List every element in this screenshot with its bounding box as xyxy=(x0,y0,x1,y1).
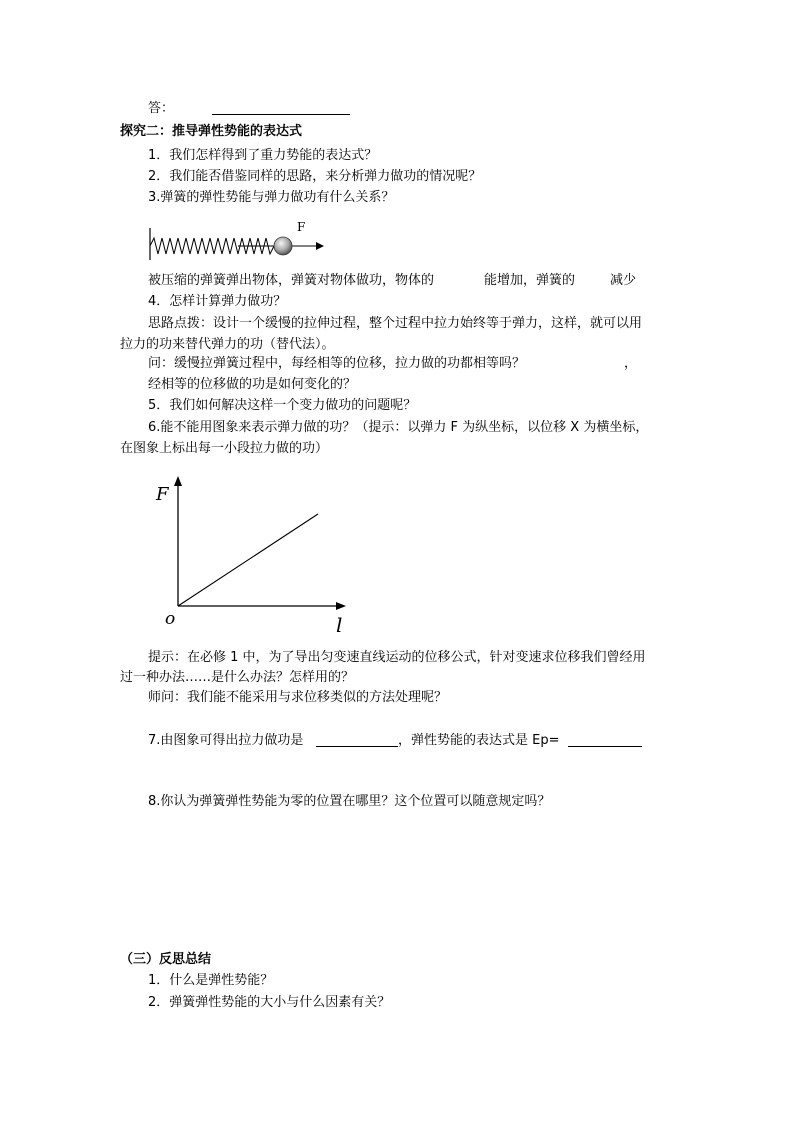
ask1-line1: 问：缓慢拉弹簧过程中，每经相等的位移，拉力做的功都相等吗？ xyxy=(148,356,526,371)
question-6-line2: 在图象上标出每一小段拉力做的功） xyxy=(120,441,329,456)
graph-x-label: l xyxy=(336,613,343,634)
teacher-question: 师问：我们能不能采用与求位移类似的方法处理呢？ xyxy=(148,690,448,705)
work-blank xyxy=(316,746,398,747)
hint2-line1: 提示：在必修 1 中，为了导出匀变速直线运动的位移公式，针对变速求位移我们曾经用 xyxy=(148,650,646,665)
question-8: 8.你认为弹簧弹性势能为零的位置在哪里？这个位置可以随意规定吗？ xyxy=(148,794,551,809)
hint2-line2: 过一种办法……是什么办法？怎样用的？ xyxy=(120,670,355,685)
graph-origin-label: o xyxy=(165,609,176,629)
hint1-line2: 拉力的功来替代弹力的功（替代法）。 xyxy=(120,337,335,352)
graph-y-label: F xyxy=(156,484,169,505)
section2-title: 探究二：推导弹性势能的表达式 xyxy=(120,124,303,139)
force-label: F xyxy=(297,220,306,234)
answer-blank xyxy=(212,114,350,115)
force-displacement-graph xyxy=(150,472,360,634)
summary-question-2: 2．弹簧弹性势能的大小与什么因素有关？ xyxy=(148,995,391,1010)
ask1-line2: 经相等的位移做的功是如何变化的？ xyxy=(148,377,357,392)
graph-line xyxy=(178,514,318,606)
graph-y-arrow xyxy=(174,476,182,486)
spring-desc-part1: 被压缩的弹簧弹出物体，弹簧对物体做功，物体的 xyxy=(148,273,435,288)
question-2: 2．我们能否借鉴同样的思路，来分析弹力做功的情况呢？ xyxy=(148,169,482,184)
summary-question-1: 1．什么是弹性势能？ xyxy=(148,973,274,988)
question-3: 3.弹簧的弹性势能与弹力做功有什么关系？ xyxy=(148,190,395,205)
ask1-comma: ， xyxy=(624,356,638,371)
graph-x-arrow xyxy=(336,602,346,610)
answer-label: 答： xyxy=(148,101,175,116)
question-7-part1: 7.由图象可得出拉力做功是 xyxy=(148,733,304,748)
ball-object xyxy=(274,237,292,255)
spring-desc-part2: 能增加，弹簧的 xyxy=(484,273,576,288)
question-7-part2: ，弹性势能的表达式是 Ep= xyxy=(398,733,560,748)
section3-title: （三）反思总结 xyxy=(120,952,212,967)
question-4: 4．怎样计算弹力做功？ xyxy=(148,294,287,309)
hint1-line1: 思路点拨：设计一个缓慢的拉伸过程，整个过程中拉力始终等于弹力，这样，就可以用 xyxy=(148,316,643,331)
spring-diagram xyxy=(146,218,326,262)
spring-desc-part3: 减少 xyxy=(610,273,637,288)
force-arrow-head xyxy=(316,242,324,250)
ep-blank xyxy=(568,746,642,747)
question-6-line1: 6.能不能用图象来表示弹力做的功？（提示：以弹力 F 为纵坐标，以位移 X 为横坐标， xyxy=(148,420,649,435)
question-1: 1．我们怎样得到了重力势能的表达式？ xyxy=(148,148,378,163)
question-5: 5．我们如何解决这样一个变力做功的问题呢？ xyxy=(148,398,417,413)
